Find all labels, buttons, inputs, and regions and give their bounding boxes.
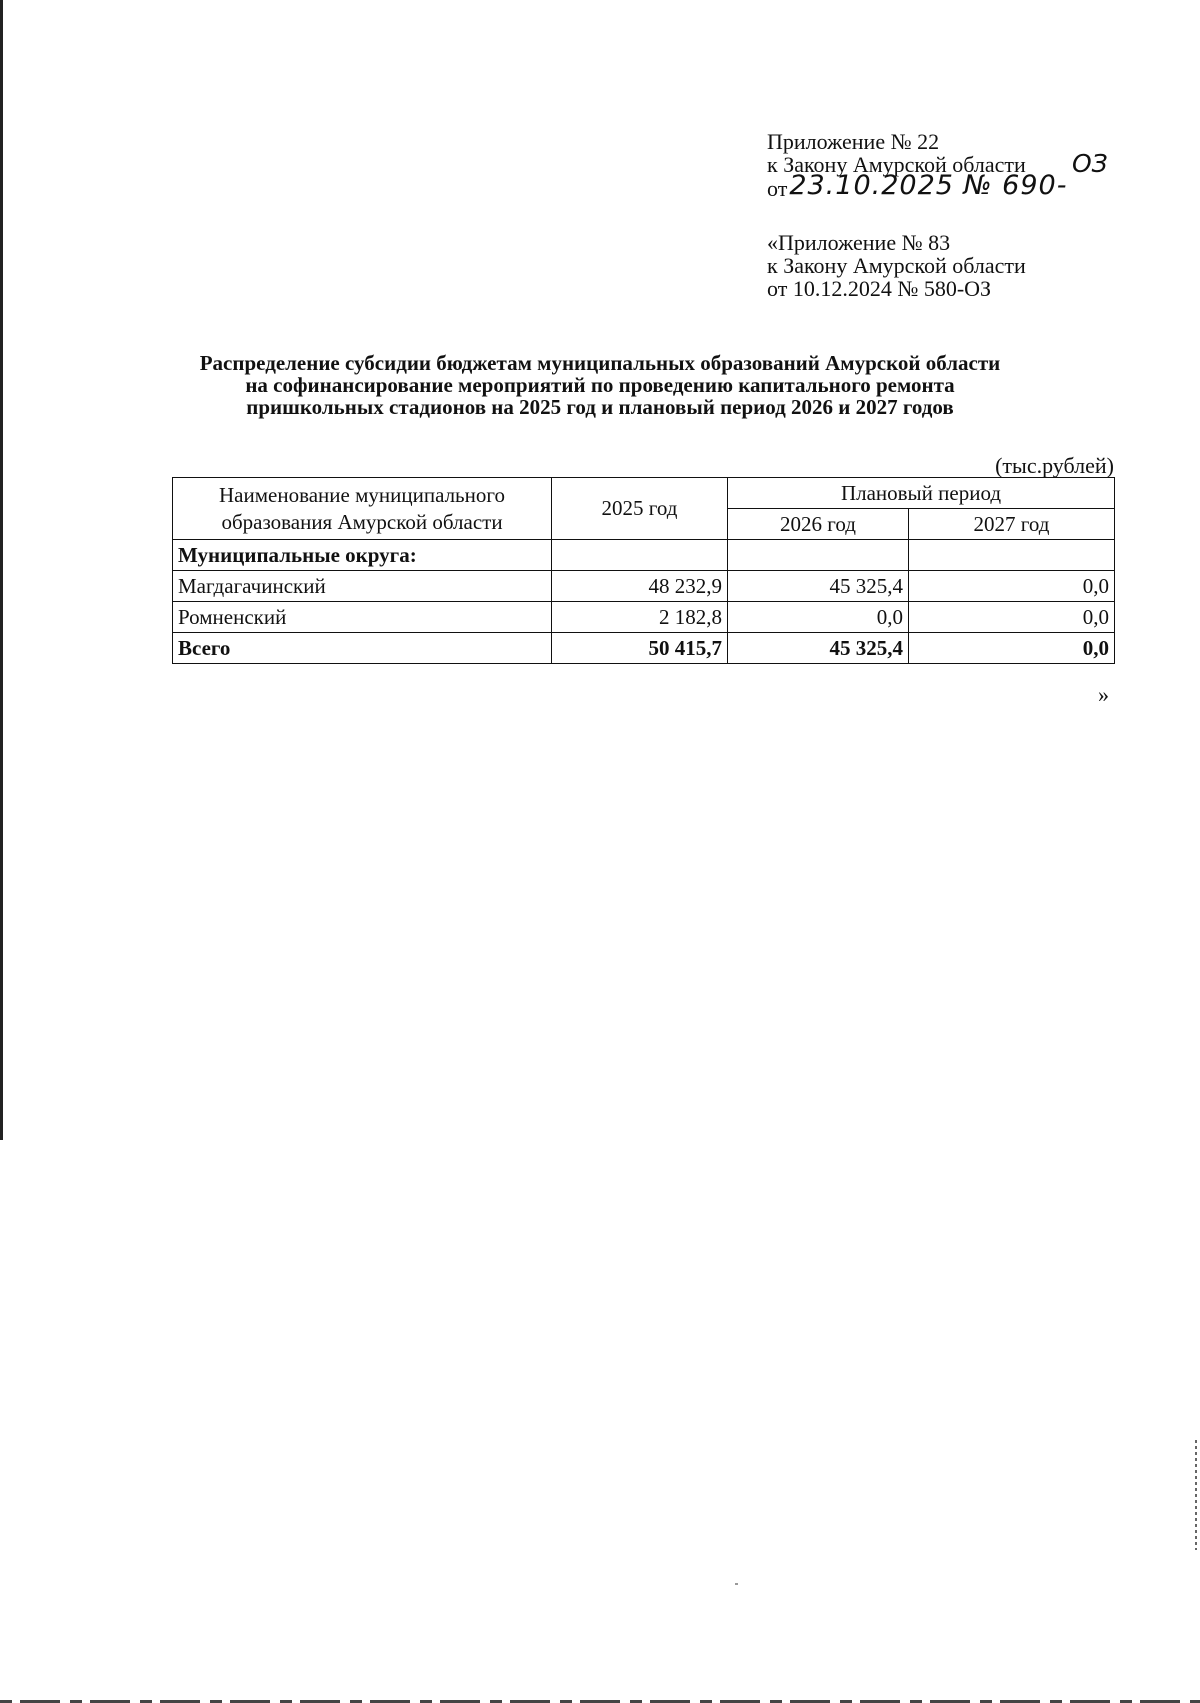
section-empty-cell bbox=[552, 540, 728, 571]
unit-label: (тыс.рублей) bbox=[995, 453, 1114, 478]
header-2025: 2025 год bbox=[552, 478, 728, 540]
total-value-2025: 50 415,7 bbox=[552, 633, 728, 664]
row-name: Магдагачинский bbox=[173, 571, 552, 602]
row-value-2027: 0,0 bbox=[909, 571, 1115, 602]
handwritten-law-suffix: ОЗ bbox=[1072, 149, 1108, 178]
header-municipality: Наименование муниципального образования Амурской области bbox=[173, 478, 552, 540]
table-row bbox=[173, 571, 1115, 602]
header-planned-period: Плановый период bbox=[728, 478, 1115, 509]
header-2027: 2027 год bbox=[909, 509, 1115, 540]
title-line-1: Распределение субсидии бюджетам муниципальных образований Амурской области bbox=[199, 351, 1001, 375]
section-empty-cell bbox=[728, 540, 909, 571]
previous-appendix-date: от 10.12.2024 № 580-ОЗ bbox=[767, 276, 992, 301]
previous-appendix-number: «Приложение № 83 bbox=[767, 230, 951, 255]
document-title bbox=[100, 352, 1100, 418]
appendix-date-line bbox=[767, 170, 1187, 201]
header-2026: 2026 год bbox=[728, 509, 909, 540]
section-empty-cell bbox=[909, 540, 1115, 571]
closing-quote: » bbox=[1098, 682, 1109, 707]
appendix-law-reference: к Закону Амурской области bbox=[767, 152, 1026, 177]
previous-appendix-header bbox=[767, 231, 1187, 300]
row-name: Ромненский bbox=[173, 602, 552, 633]
distribution-table bbox=[172, 477, 1115, 664]
scan-speck bbox=[735, 1583, 738, 1585]
appendix-header bbox=[767, 130, 1187, 200]
row-value-2025: 48 232,9 bbox=[552, 571, 728, 602]
table-row bbox=[173, 602, 1115, 633]
section-row bbox=[173, 540, 1115, 571]
date-prefix: от bbox=[767, 176, 788, 201]
row-value-2025: 2 182,8 bbox=[552, 602, 728, 633]
table-header-row bbox=[173, 478, 1115, 509]
total-value-2026: 45 325,4 bbox=[728, 633, 909, 664]
title-line-3: пришкольных стадионов на 2025 год и плановый период 2026 и 2027 годов bbox=[246, 395, 954, 419]
total-row bbox=[173, 633, 1115, 664]
row-value-2026: 0,0 bbox=[728, 602, 909, 633]
total-value-2027: 0,0 bbox=[909, 633, 1115, 664]
scan-edge-left bbox=[0, 0, 3, 1140]
section-label: Муниципальные округа: bbox=[173, 540, 552, 571]
row-value-2026: 45 325,4 bbox=[728, 571, 909, 602]
row-value-2027: 0,0 bbox=[909, 602, 1115, 633]
previous-appendix-law-reference: к Закону Амурской области bbox=[767, 253, 1026, 278]
total-label: Всего bbox=[173, 633, 552, 664]
appendix-number: Приложение № 22 bbox=[767, 129, 940, 154]
handwritten-date-number: 23.10.2025 № 690- bbox=[789, 170, 1068, 201]
title-line-2: на софинансирование мероприятий по проведению капитального ремонта bbox=[245, 373, 955, 397]
scan-edge-right bbox=[1195, 1440, 1197, 1550]
